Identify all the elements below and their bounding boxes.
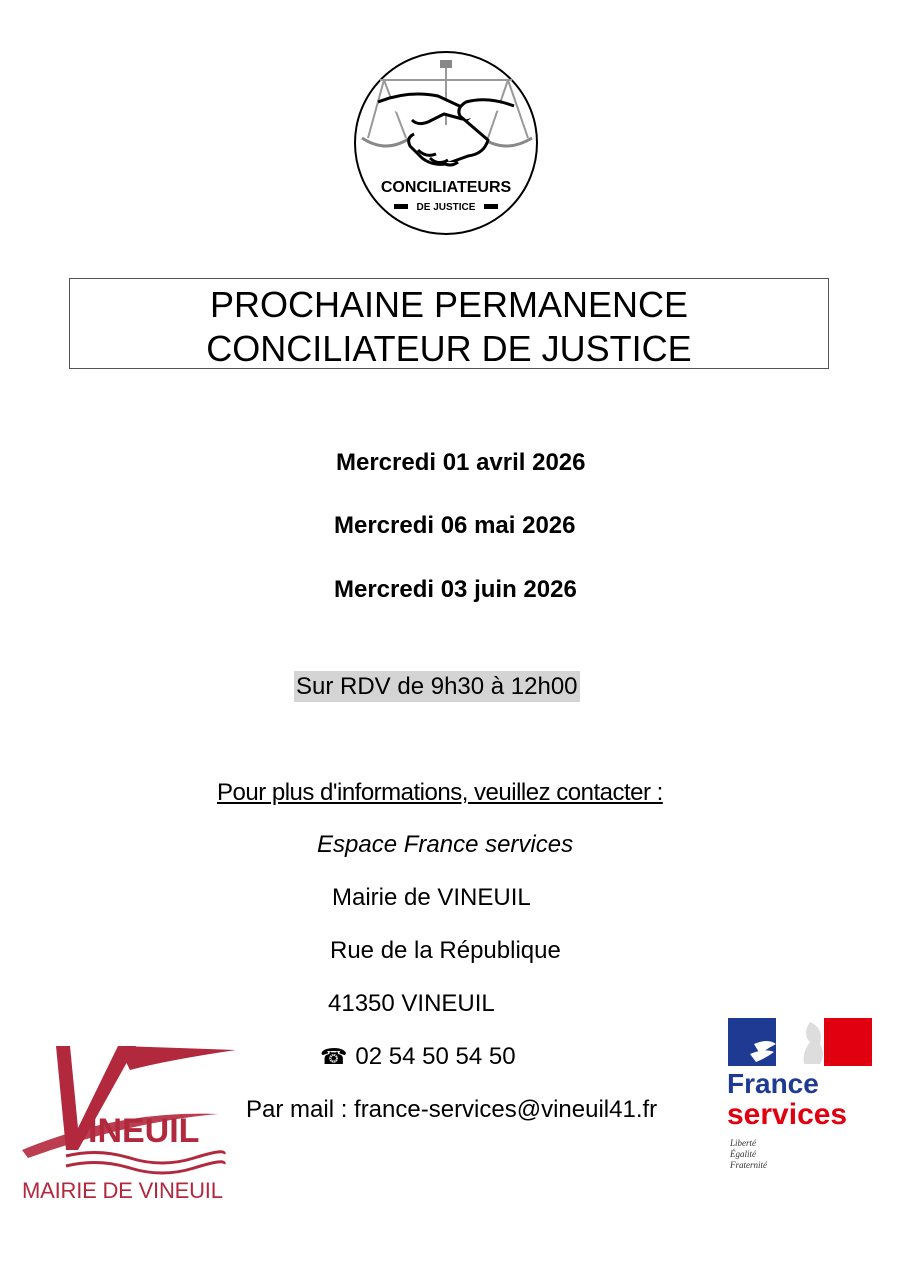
date-item: Mercredi 01 avril 2026 xyxy=(336,449,586,476)
appointment-hours: Sur RDV de 9h30 à 12h00 xyxy=(296,673,578,700)
title-line-1: PROCHAINE PERMANENCE xyxy=(209,284,689,325)
contact-city: 41350 VINEUIL xyxy=(328,990,495,1017)
france-services-word1: France xyxy=(727,1068,819,1099)
contact-mail[interactable]: Par mail : france-services@vineuil41.fr xyxy=(246,1096,658,1123)
date-item: Mercredi 03 juin 2026 xyxy=(334,576,577,603)
title-box xyxy=(69,278,829,369)
title-line-2: CONCILIATEUR DE JUSTICE xyxy=(206,328,692,369)
contact-intro: Pour plus d'informations, veuillez contacter : xyxy=(217,779,663,806)
contact-mairie: Mairie de VINEUIL xyxy=(332,884,531,911)
france-services-motto-3: Fraternité xyxy=(730,1160,767,1170)
date-item: Mercredi 06 mai 2026 xyxy=(334,512,576,539)
contact-service: Espace France services xyxy=(317,831,574,858)
contact-street: Rue de la République xyxy=(330,937,561,964)
telephone-icon: ☎ xyxy=(320,1044,348,1069)
conciliateurs-logo-line2: DE JUSTICE xyxy=(416,202,476,213)
conciliateurs-logo xyxy=(348,50,544,236)
france-services-motto-1: Liberté xyxy=(730,1138,756,1148)
france-services-motto-2: Égalité xyxy=(730,1149,756,1159)
conciliateurs-logo-line1: CONCILIATEURS xyxy=(380,179,512,196)
france-services-word2: services xyxy=(727,1098,848,1131)
contact-phone: 02 54 50 54 50 xyxy=(355,1043,516,1070)
vineuil-logo-name: INEUIL xyxy=(88,1112,200,1150)
vineuil-caption: MAIRIE DE VINEUIL xyxy=(22,1178,223,1203)
contact-phone-line xyxy=(320,1043,516,1071)
